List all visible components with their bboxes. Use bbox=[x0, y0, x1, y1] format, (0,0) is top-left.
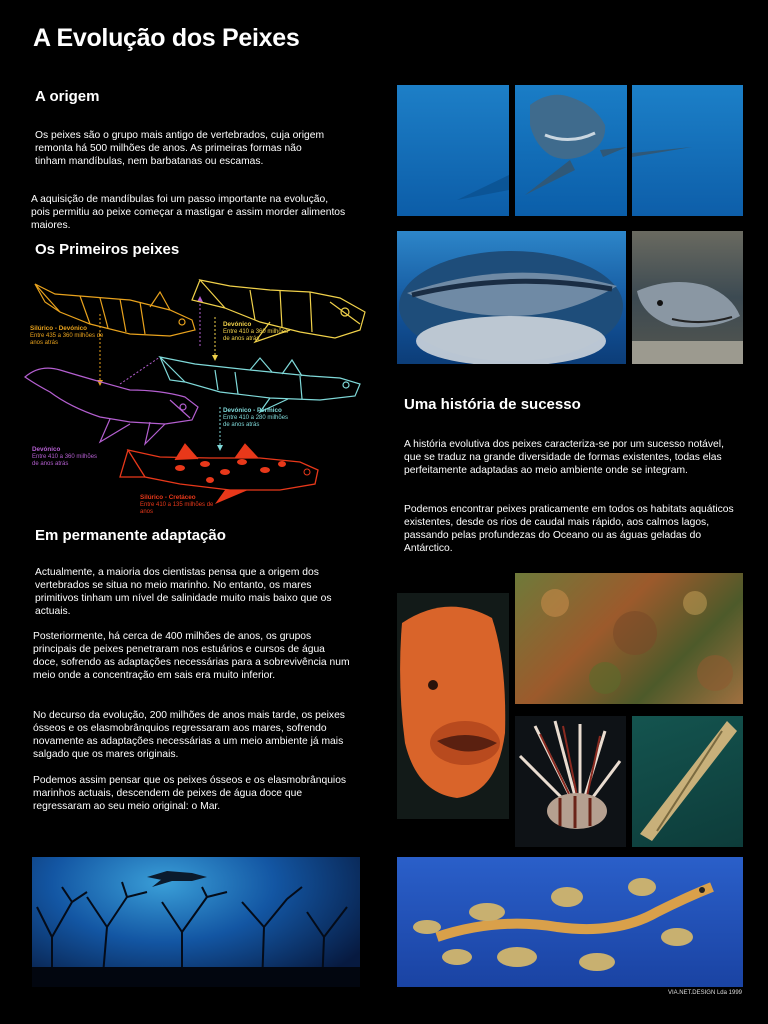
shark-tail-shape bbox=[397, 85, 509, 216]
label-devonico-permico bbox=[223, 407, 295, 429]
heading-adaptacao: Em permanente adaptação bbox=[35, 527, 226, 544]
fish-devonico-permico bbox=[160, 357, 360, 412]
label-age: Entre 435 a 360 milhões de anos atrás bbox=[30, 333, 104, 346]
shark-fin-shape bbox=[632, 85, 743, 216]
seadragon-shape bbox=[397, 857, 743, 987]
label-devonico-2 bbox=[32, 446, 104, 468]
frogfish-shape bbox=[397, 593, 509, 819]
sucesso-paragraph-2: Podemos encontrar peixes praticamente em todos os habitats aquáticos existentes, desde os rios de caudal mais rápido, aos calmos lagos, passando pelas profundezas do Oceano ou as águas geladas do Antárctico. bbox=[404, 504, 734, 554]
reef-shark-photo bbox=[632, 231, 743, 364]
page-title: A Evolução dos Peixes bbox=[33, 24, 300, 52]
label-age: Entre 410 a 360 milhões de anos atrás bbox=[32, 454, 98, 467]
shark-photo-center bbox=[515, 85, 627, 216]
label-age: Entre 410 a 360 milhões de anos atrás bbox=[223, 329, 289, 342]
adaptacao-paragraph-4: Podemos assim pensar que os peixes ósseos e os elasmobrânquios marinhos actuais, descendem de peixes de água doce que regressaram ao seu meio original: o Mar. bbox=[33, 775, 347, 812]
label-silurico-cretaceo bbox=[140, 494, 218, 516]
scorpionfish-texture bbox=[515, 573, 743, 704]
trumpetfish-photo bbox=[632, 716, 743, 847]
scorpionfish-photo bbox=[515, 573, 743, 704]
label-period: Silúrico - Devónico bbox=[30, 325, 88, 332]
lionfish-shape bbox=[515, 716, 626, 847]
fish-evolution-svg bbox=[20, 272, 375, 517]
fish-devonico-2 bbox=[25, 368, 198, 444]
shark-coral-silhouette-photo bbox=[32, 857, 360, 987]
label-period: Devónico - Pérmico bbox=[223, 407, 282, 414]
reef-shark-shape bbox=[632, 231, 743, 364]
label-age: Entre 410 a 280 milhões de anos atrás bbox=[223, 415, 289, 428]
label-period: Devónico bbox=[32, 446, 61, 453]
heading-primeiros-peixes: Os Primeiros peixes bbox=[35, 241, 180, 258]
leafy-seadragon-photo bbox=[397, 857, 743, 987]
coral-silhouette-shape bbox=[32, 857, 360, 987]
whale-shark-shape bbox=[397, 231, 626, 364]
label-age: Entre 410 a 135 milhões de anos bbox=[140, 502, 214, 515]
label-devonico-1 bbox=[223, 321, 295, 343]
trumpetfish-shape bbox=[632, 716, 743, 847]
adaptacao-paragraph-1: Actualmente, a maioria dos cientistas pensa que a origem dos vertebrados se situa no meio marinho. No entanto, os mares primitivos tinham um nível de salinidade muito mais baixo que os actuais. bbox=[35, 567, 332, 617]
shark-photo-right bbox=[632, 85, 743, 216]
heading-origem: A origem bbox=[35, 88, 100, 105]
origem-paragraph-1: Os peixes são o grupo mais antigo de vertebrados, cuja origem remonta há 500 milhões de anos. As primeiras formas não tinham mandíbulas, nem barbatanas ou escamas. bbox=[35, 130, 325, 167]
heading-sucesso: Uma história de sucesso bbox=[404, 396, 581, 413]
frogfish-photo bbox=[397, 593, 509, 819]
fish-evolution-diagram bbox=[20, 272, 375, 517]
shark-photo-left bbox=[397, 85, 509, 216]
label-silurico-devonico bbox=[30, 325, 110, 347]
lionfish-photo bbox=[515, 716, 626, 847]
adaptacao-paragraph-2: Posteriormente, há cerca de 400 milhões de anos, os grupos principais de peixes penetraram nos estuários e cursos de água doce, sofrendo as adaptações necessárias para a sobrevivência num meio onde a concentração em sais era muito inferior. bbox=[33, 631, 350, 681]
origem-paragraph-2: A aquisição de mandíbulas foi um passo importante na evolução, pois permitiu ao peixe começar a mastigar e assim morder alimentos maiores. bbox=[31, 194, 346, 231]
label-period: Silúrico - Cretáceo bbox=[140, 494, 196, 501]
shark-shape bbox=[515, 85, 627, 216]
credit-text: VIA.NET.DESIGN Lda 1999 bbox=[667, 990, 742, 996]
sucesso-paragraph-1: A história evolutiva dos peixes caracteriza-se por um sucesso notável, que se traduz na grande diversidade de formas existentes, todas elas perfeitamente adaptadas ao meio ambiente onde se integram. bbox=[404, 439, 724, 476]
label-period: Devónico bbox=[223, 321, 252, 328]
adaptacao-paragraph-3: No decurso da evolução, 200 milhões de anos mais tarde, os peixes ósseos e os elasmobrânquios regressaram aos mares, sofrendo novamente as adaptações necessárias a um meio ambiente já mais salgado que os mares originais. bbox=[33, 710, 345, 760]
whale-shark-photo bbox=[397, 231, 626, 364]
